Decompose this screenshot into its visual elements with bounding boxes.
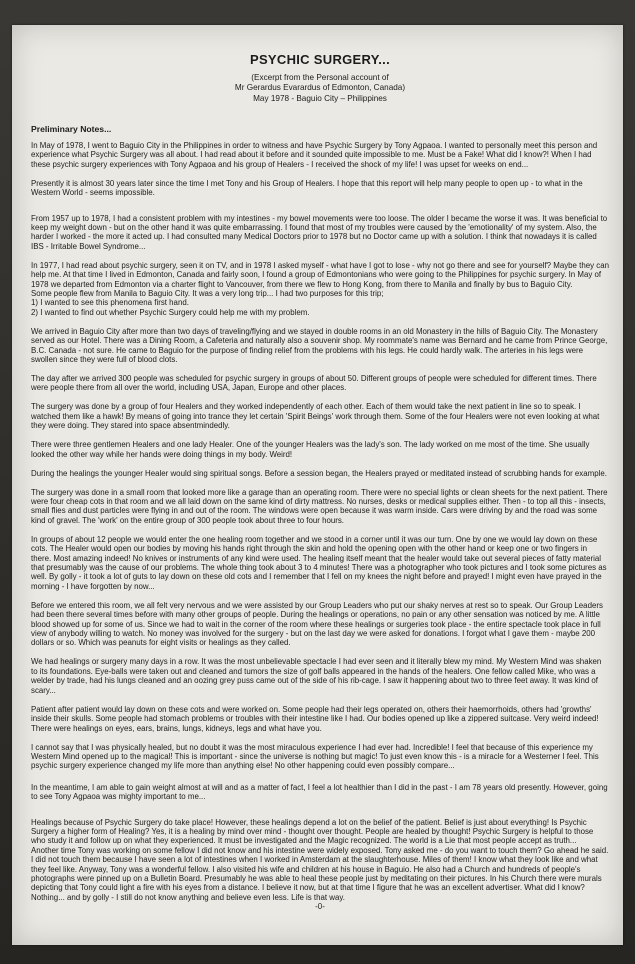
- paragraph: Some people flew from Manila to Baguio City. It was a very long trip... I had two purposes for this trip;: [31, 288, 384, 298]
- subtitle-line: May 1978 - Baguio City – Philippines: [253, 93, 387, 103]
- end-mark: -0-: [315, 902, 325, 912]
- paragraph: The day after we arrived 300 people was scheduled for psychic surgery in groups of about 50. Different groups of people were scheduled for different times. There were people there from all over the world, including USA, Japan, Europe and other places.: [31, 373, 597, 393]
- paragraph: Before we entered this room, we all felt very nervous and we were assisted by our Group Leaders who put our shaky nerves at rest so to speak. Our Group Leaders had been there several times before with many other groups of people. During the healings or operations, no pain or any other sensation was noticed by me. A little blood showed up for some of us. Since we had to wait in the corner of the room where these healings or surgeries took place - the entire spectacle took place in full view of anybody willing to watch. No money was involved for the surgery - but on the last day we were asked for donations. I forgot what I gave them - maybe 200 dollars or so. Which was peanuts for eight visits or healings as they called.: [31, 600, 603, 648]
- subtitle-line: (Excerpt from the Personal account of: [251, 73, 389, 82]
- paragraph: During the healings the younger Healer would sing spiritual songs. Before a session began, the Healers prayed or meditated instead of scrubbing hands for example.: [31, 468, 607, 478]
- subtitle-line: Mr Gerardus Evarardus of Edmonton, Canada): [234, 83, 406, 93]
- paragraph: In 1977, I had read about psychic surgery, seen it on TV, and in 1978 I asked myself - what have I got to lose - why not go there and see for yourself? Maybe they can help me. At that time I lived in Edmonton, Canada and fairly soon, I found a group of Edmontonians who were going to the Philippines for psychic surgery. In May of 1978 we departed from Edmonton via a charter flight to Vancouver, from there we flew to Hong Kong, from there to Manila and finally by bus to Baguio City.: [31, 260, 609, 289]
- paragraph: The surgery was done by a group of four Healers and they worked independently of each other. Each of them would take the next patient in line so to speak. I watched them like a hawk! By means of going into trance they let certain 'Spirit Beings' work through them. Some of the four Healers were not even looking at what they were doing. They stared into space absentmindedly.: [31, 402, 600, 431]
- paragraph: In May of 1978, I went to Baguio City in the Philippines in order to witness and have Psychic Surgery by Tony Agpaoa. I wanted to personally meet this person and experience what Psychic Surgery was all about. I had read about it before and it sounded quite impossible to me. Must be a Fake! What did I know?! When I had these psychic surgery experiences with Tony Agpaoa and his group of Healers - I received the shock of my life! I was upset for weeks on end...: [31, 140, 598, 169]
- paragraph: We had healings or surgery many days in a row. It was the most unbelievable spectacle I had ever seen and it literally blew my mind. My Western Mind was shaken to its foundations. Eye-balls were taken out and cleaned and tumors the size of golf balls appeared in the hands of the healers. One fellow called Mike, who was a welder by trade, had his lungs cleaned and an oozing grey puss came out of the side of his rib-cage. I saw it happening about two to three feet away. It was kind of scary...: [31, 657, 602, 695]
- paragraph: Another time Tony was working on some fellow I did not know and his intestine were widely exposed. Tony asked me - do you want to touch them? Go ahead he said. I did not touch them because I have seen a lot of intestines when I worked in Amsterdam at the slaughterhouse. Miles of them! I know what they look like and what they feel like. Anyway, Tony was a wonderful fellow. I also visited his wife and children at his house in Baguio. He also had a Church and hundreds of people's photographs were pinned up on a Bulletin Board. Presumably he was able to heal these people just by meditating on their pictures. In his Church there were murals depicting that Tony could light a fire with his eyes from a distance. I believe it now, but at that time I figure that he was an excellent advertiser. What did I know? Nothing... and by golly - I still do not know anything and believe even less. Life is that way.: [31, 845, 609, 902]
- paragraph: In groups of about 12 people we would enter the one healing room together and we stood in a corner until it was our turn. One by one we would lay down on these cots. The Healer would open our bodies by moving his hands right through the skin and hold the opening open with the other hand or keep one or two fingers in there. Most amazing indeed! No knives or instruments of any kind were used. The healing itself meant that the healer would take out several pieces of fatty material that presumably was the cause of our problems. The whole thing took about 3 to 4 minutes! There was a photographer who took pictures and I took some pictures as well. By golly - it took a lot of guts to lay down on these old cots and I remember that I fell on my knees the night before and prayed! I might even have prayed in the morning - I have forgotten by now...: [31, 534, 607, 591]
- paragraph: In the meantime, I am able to gain weight almost at will and as a matter of fact, I feel a lot healthier than I did in the past - I am 78 years old presently. However, going to see Tony Agpaoa was mighty important to me...: [31, 782, 608, 802]
- section-heading: Preliminary Notes...: [31, 123, 112, 134]
- paragraph: Patient after patient would lay down on these cots and were worked on. Some people had their legs operated on, others their haemorrhoids, others had 'growths' inside their skulls. Some people had stomach problems or troubles with their intestine like I had. Our bodies opened up like a zippered suitcase. Very weird indeed! There were healings on eyes, ears, brains, lungs, kidneys, legs and what have you.: [31, 704, 599, 733]
- paragraph: Presently it is almost 30 years later since the time I met Tony and his Group of Healers. I hope that this report will help many people to open up - to what in the Western World - seems impossible.: [31, 178, 583, 198]
- paragraph: We arrived in Baguio City after more than two days of traveling/flying and we stayed in double rooms in an old Monastery in the hills of Baguio City. The Monastery served as our Hotel. There was a Dining Room, a Cafeteria and naturally also a souvenir shop. My roommate's name was Bernard and he came from Prince George, B.C. Canada - not sure. He came to Baguio for the purpose of finding relief from the problems with his legs. He could hardly walk. The arteries in his legs were swollen since they were full of blood clots.: [31, 326, 608, 364]
- paragraph: I cannot say that I was physically healed, but no doubt it was the most miraculous experience I had ever had. Incredible! I feel that because of this experience my Western Mind opened up to the magical! This is important - since the universe is nothing but magic! To just even know this - is a miracle for a Westerner I feel. This psychic surgery experience changed my life more than anything else! No other happening could even possibly compare...: [31, 742, 599, 771]
- list-item: 2) I wanted to find out whether Psychic Surgery could help me with my problem.: [31, 307, 310, 317]
- paragraph: There were three gentlemen Healers and one lady Healer. One of the younger Healers was the lady's son. The lady worked on me most of the time. She usually looked the other way while her hands were doing things in my body. Weird!: [31, 440, 590, 459]
- paragraph: Healings because of Psychic Surgery do take place! However, these healings depend a lot on the belief of the patient. Belief is just about everything! Is Psychic Surgery a higher form of Healing? Yes, it is a healing by mind over mind - thought over thought. People are healed by thought! Psychic Surgery is helpful to those who study it and follow up on what they experienced. It must be investigated and the Magic recognized. The world is a Lie that most people accept as truth...: [31, 817, 594, 846]
- paragraph: From 1957 up to 1978, I had a consistent problem with my intestines - my bowel movements were too loose. The older I became the worse it was. It was beneficial to keep my weight down - but on the other hand it was quite embarrassing. I found that most of my troubles were caused by the 'emotionality' of my system. Also, the harder I worked - the more it acted up. I had consulted many Medical Doctors prior to 1978 but no Doctor came up with a solution. I think that nowadays it is called IBS - Irritable Bowel Syndrome...: [31, 213, 608, 251]
- document-page: [12, 25, 623, 945]
- paragraph: The surgery was done in a small room that looked more like a garage than an operating room. There were no special lights or clean sheets for the next patient. There were four cheap cots in that room and we all laid down on the same kind of dirty mattress. No nurses, desks or medical supplies either. Then - to top all this - insects, small flies and dust particles were flying in and out of the room. The windows were open because it was warm inside. Cars were driving by and the road was some kind of gravel. The 'work' on the entire group of 300 people took about three to four hours.: [31, 487, 608, 525]
- document-title: PSYCHIC SURGERY...: [249, 52, 390, 67]
- document-subtitle: [31, 73, 609, 104]
- list-item: 1) I wanted to see this phenomena first hand.: [31, 298, 189, 308]
